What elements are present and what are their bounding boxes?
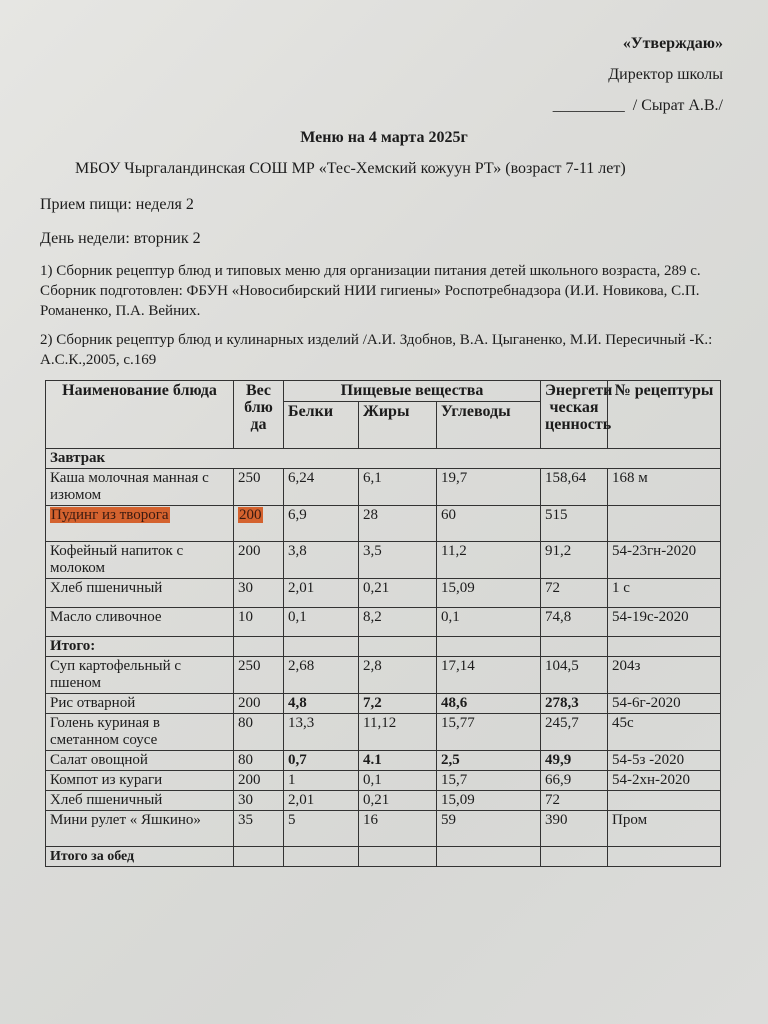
table-row xyxy=(46,791,721,811)
dish-fat: 11,12 xyxy=(359,714,437,751)
dish-recipe: 54-19с-2020 xyxy=(608,608,721,637)
dish-energy: 104,5 xyxy=(541,657,608,694)
dish-protein: 13,3 xyxy=(284,714,359,751)
dish-fat: 3,5 xyxy=(359,542,437,579)
dish-name: Суп картофельный с пшеном xyxy=(46,657,234,694)
table-row xyxy=(46,657,721,694)
table-row xyxy=(46,542,721,579)
school-name: МБОУ Чыргаландинская СОШ МР «Тес-Хемский кожуун РТ» (возраст 7-11 лет) xyxy=(75,160,626,177)
total-label: Итого: xyxy=(46,637,234,657)
dish-weight: 35 xyxy=(234,811,284,847)
dish-protein: 6,9 xyxy=(284,506,359,542)
dish-protein: 0,1 xyxy=(284,608,359,637)
dish-name-highlighted: Пудинг из творога xyxy=(51,507,169,523)
dish-fat: 0,1 xyxy=(359,771,437,791)
header-name: Наименование блюда xyxy=(46,381,234,449)
dish-protein: 3,8 xyxy=(284,542,359,579)
dish-carbs: 60 xyxy=(437,506,541,542)
dish-protein: 4,8 xyxy=(284,694,359,714)
dish-energy: 245,7 xyxy=(541,714,608,751)
dish-name: Рис отварной xyxy=(46,694,234,714)
dish-energy: 72 xyxy=(541,791,608,811)
dish-energy: 91,2 xyxy=(541,542,608,579)
dish-energy: 66,9 xyxy=(541,771,608,791)
dish-carbs: 15,09 xyxy=(437,579,541,608)
dish-protein: 2,01 xyxy=(284,579,359,608)
dish-carbs: 17,14 xyxy=(437,657,541,694)
dish-recipe: 54-23гн-2020 xyxy=(608,542,721,579)
dish-fat: 2,8 xyxy=(359,657,437,694)
menu-table xyxy=(45,380,721,867)
dish-carbs: 2,5 xyxy=(437,751,541,771)
dish-carbs: 15,7 xyxy=(437,771,541,791)
dish-carbs: 11,2 xyxy=(437,542,541,579)
header-carbs: Углеводы xyxy=(437,402,541,449)
dish-carbs: 0,1 xyxy=(437,608,541,637)
source-2: 2) Сборник рецептур блюд и кулинарных изделий /А.И. Здобнов, В.А. Цыганенко, М.И. Пересичный -К.: А.С.К.,2005, с.169 xyxy=(40,332,713,368)
dish-protein: 2,68 xyxy=(284,657,359,694)
dish-weight: 30 xyxy=(234,579,284,608)
total-row xyxy=(46,637,721,657)
dish-protein: 2,01 xyxy=(284,791,359,811)
dish-name: Голень куриная в сметанном соусе xyxy=(46,714,234,751)
dish-name: Хлеб пшеничный xyxy=(46,579,234,608)
dish-fat: 0,21 xyxy=(359,791,437,811)
dish-name: Мини рулет « Яшкино» xyxy=(46,811,234,847)
table-row xyxy=(46,714,721,751)
dish-recipe: 54-6г-2020 xyxy=(608,694,721,714)
table-row xyxy=(46,694,721,714)
meal-week: Прием пищи: неделя 2 xyxy=(40,196,194,213)
document-title: Меню на 4 марта 2025г xyxy=(300,129,468,146)
header-weight: Вес блю да xyxy=(234,381,284,449)
dish-recipe: Пром xyxy=(608,811,721,847)
lunch-total-row xyxy=(46,847,721,867)
dish-energy: 158,64 xyxy=(541,469,608,506)
header-fat: Жиры xyxy=(359,402,437,449)
table-row xyxy=(46,751,721,771)
dish-weight: 30 xyxy=(234,791,284,811)
dish-energy: 74,8 xyxy=(541,608,608,637)
dish-recipe: 54-5з -2020 xyxy=(608,751,721,771)
dish-fat: 7,2 xyxy=(359,694,437,714)
dish-recipe: 204з xyxy=(608,657,721,694)
approval-signature: _________ / Сырат А.В./ xyxy=(552,97,723,114)
dish-recipe: 45с xyxy=(608,714,721,751)
dish-carbs: 15,09 xyxy=(437,791,541,811)
approval-block xyxy=(553,28,723,121)
dish-name: Масло сливочное xyxy=(46,608,234,637)
header-energy: Энергети ческая ценность xyxy=(541,381,608,449)
table-row xyxy=(46,579,721,608)
dish-weight: 250 xyxy=(234,657,284,694)
dish-weight-highlighted: 200 xyxy=(239,507,262,523)
header-recipe: № рецептуры xyxy=(608,381,721,449)
dish-energy: 49,9 xyxy=(541,751,608,771)
table-row-highlighted xyxy=(46,506,721,542)
dish-energy: 72 xyxy=(541,579,608,608)
dish-weight: 80 xyxy=(234,751,284,771)
approval-title: «Утверждаю» xyxy=(622,35,723,52)
dish-name: Компот из кураги xyxy=(46,771,234,791)
table-row xyxy=(46,469,721,506)
dish-protein: 6,24 xyxy=(284,469,359,506)
source-1: 1) Сборник рецептур блюд и типовых меню для организации питания детей школьного возраста, 289 с. Сборник подготовлен: ФБУН «Новосибирский НИИ гигиены» Роспотребнадзора (И.И. Новикова, С.П. Романенко, П.А. Вейних. xyxy=(40,263,701,319)
dish-fat: 8,2 xyxy=(359,608,437,637)
dish-recipe xyxy=(608,791,721,811)
weekday: День недели: вторник 2 xyxy=(40,230,201,247)
dish-recipe: 168 м xyxy=(608,469,721,506)
dish-protein: 1 xyxy=(284,771,359,791)
dish-fat: 6,1 xyxy=(359,469,437,506)
dish-fat: 16 xyxy=(359,811,437,847)
header-protein: Белки xyxy=(284,402,359,449)
dish-weight: 10 xyxy=(234,608,284,637)
dish-fat: 4.1 xyxy=(359,751,437,771)
dish-name: Каша молочная манная с изюмом xyxy=(46,469,234,506)
dish-energy: 278,3 xyxy=(541,694,608,714)
dish-protein: 5 xyxy=(284,811,359,847)
dish-weight: 200 xyxy=(234,694,284,714)
dish-weight: 200 xyxy=(234,542,284,579)
dish-energy: 390 xyxy=(541,811,608,847)
dish-recipe: 54-2хн-2020 xyxy=(608,771,721,791)
dish-weight: 250 xyxy=(234,469,284,506)
approval-position: Директор школы xyxy=(608,66,723,83)
section-breakfast: Завтрак xyxy=(46,449,721,469)
dish-recipe xyxy=(608,506,721,542)
dish-weight: 200 xyxy=(234,771,284,791)
dish-carbs: 15,77 xyxy=(437,714,541,751)
dish-protein: 0,7 xyxy=(284,751,359,771)
table-row xyxy=(46,608,721,637)
header-nutrients: Пищевые вещества xyxy=(284,381,541,402)
table-row xyxy=(46,771,721,791)
dish-fat: 28 xyxy=(359,506,437,542)
dish-name: Салат овощной xyxy=(46,751,234,771)
dish-carbs: 59 xyxy=(437,811,541,847)
dish-carbs: 48,6 xyxy=(437,694,541,714)
dish-name: Хлеб пшеничный xyxy=(46,791,234,811)
dish-energy: 515 xyxy=(541,506,608,542)
dish-recipe: 1 с xyxy=(608,579,721,608)
dish-fat: 0,21 xyxy=(359,579,437,608)
lunch-total-label: Итого за обед xyxy=(46,847,234,867)
table-row xyxy=(46,811,721,847)
dish-weight: 80 xyxy=(234,714,284,751)
dish-carbs: 19,7 xyxy=(437,469,541,506)
dish-name: Кофейный напиток с молоком xyxy=(46,542,234,579)
